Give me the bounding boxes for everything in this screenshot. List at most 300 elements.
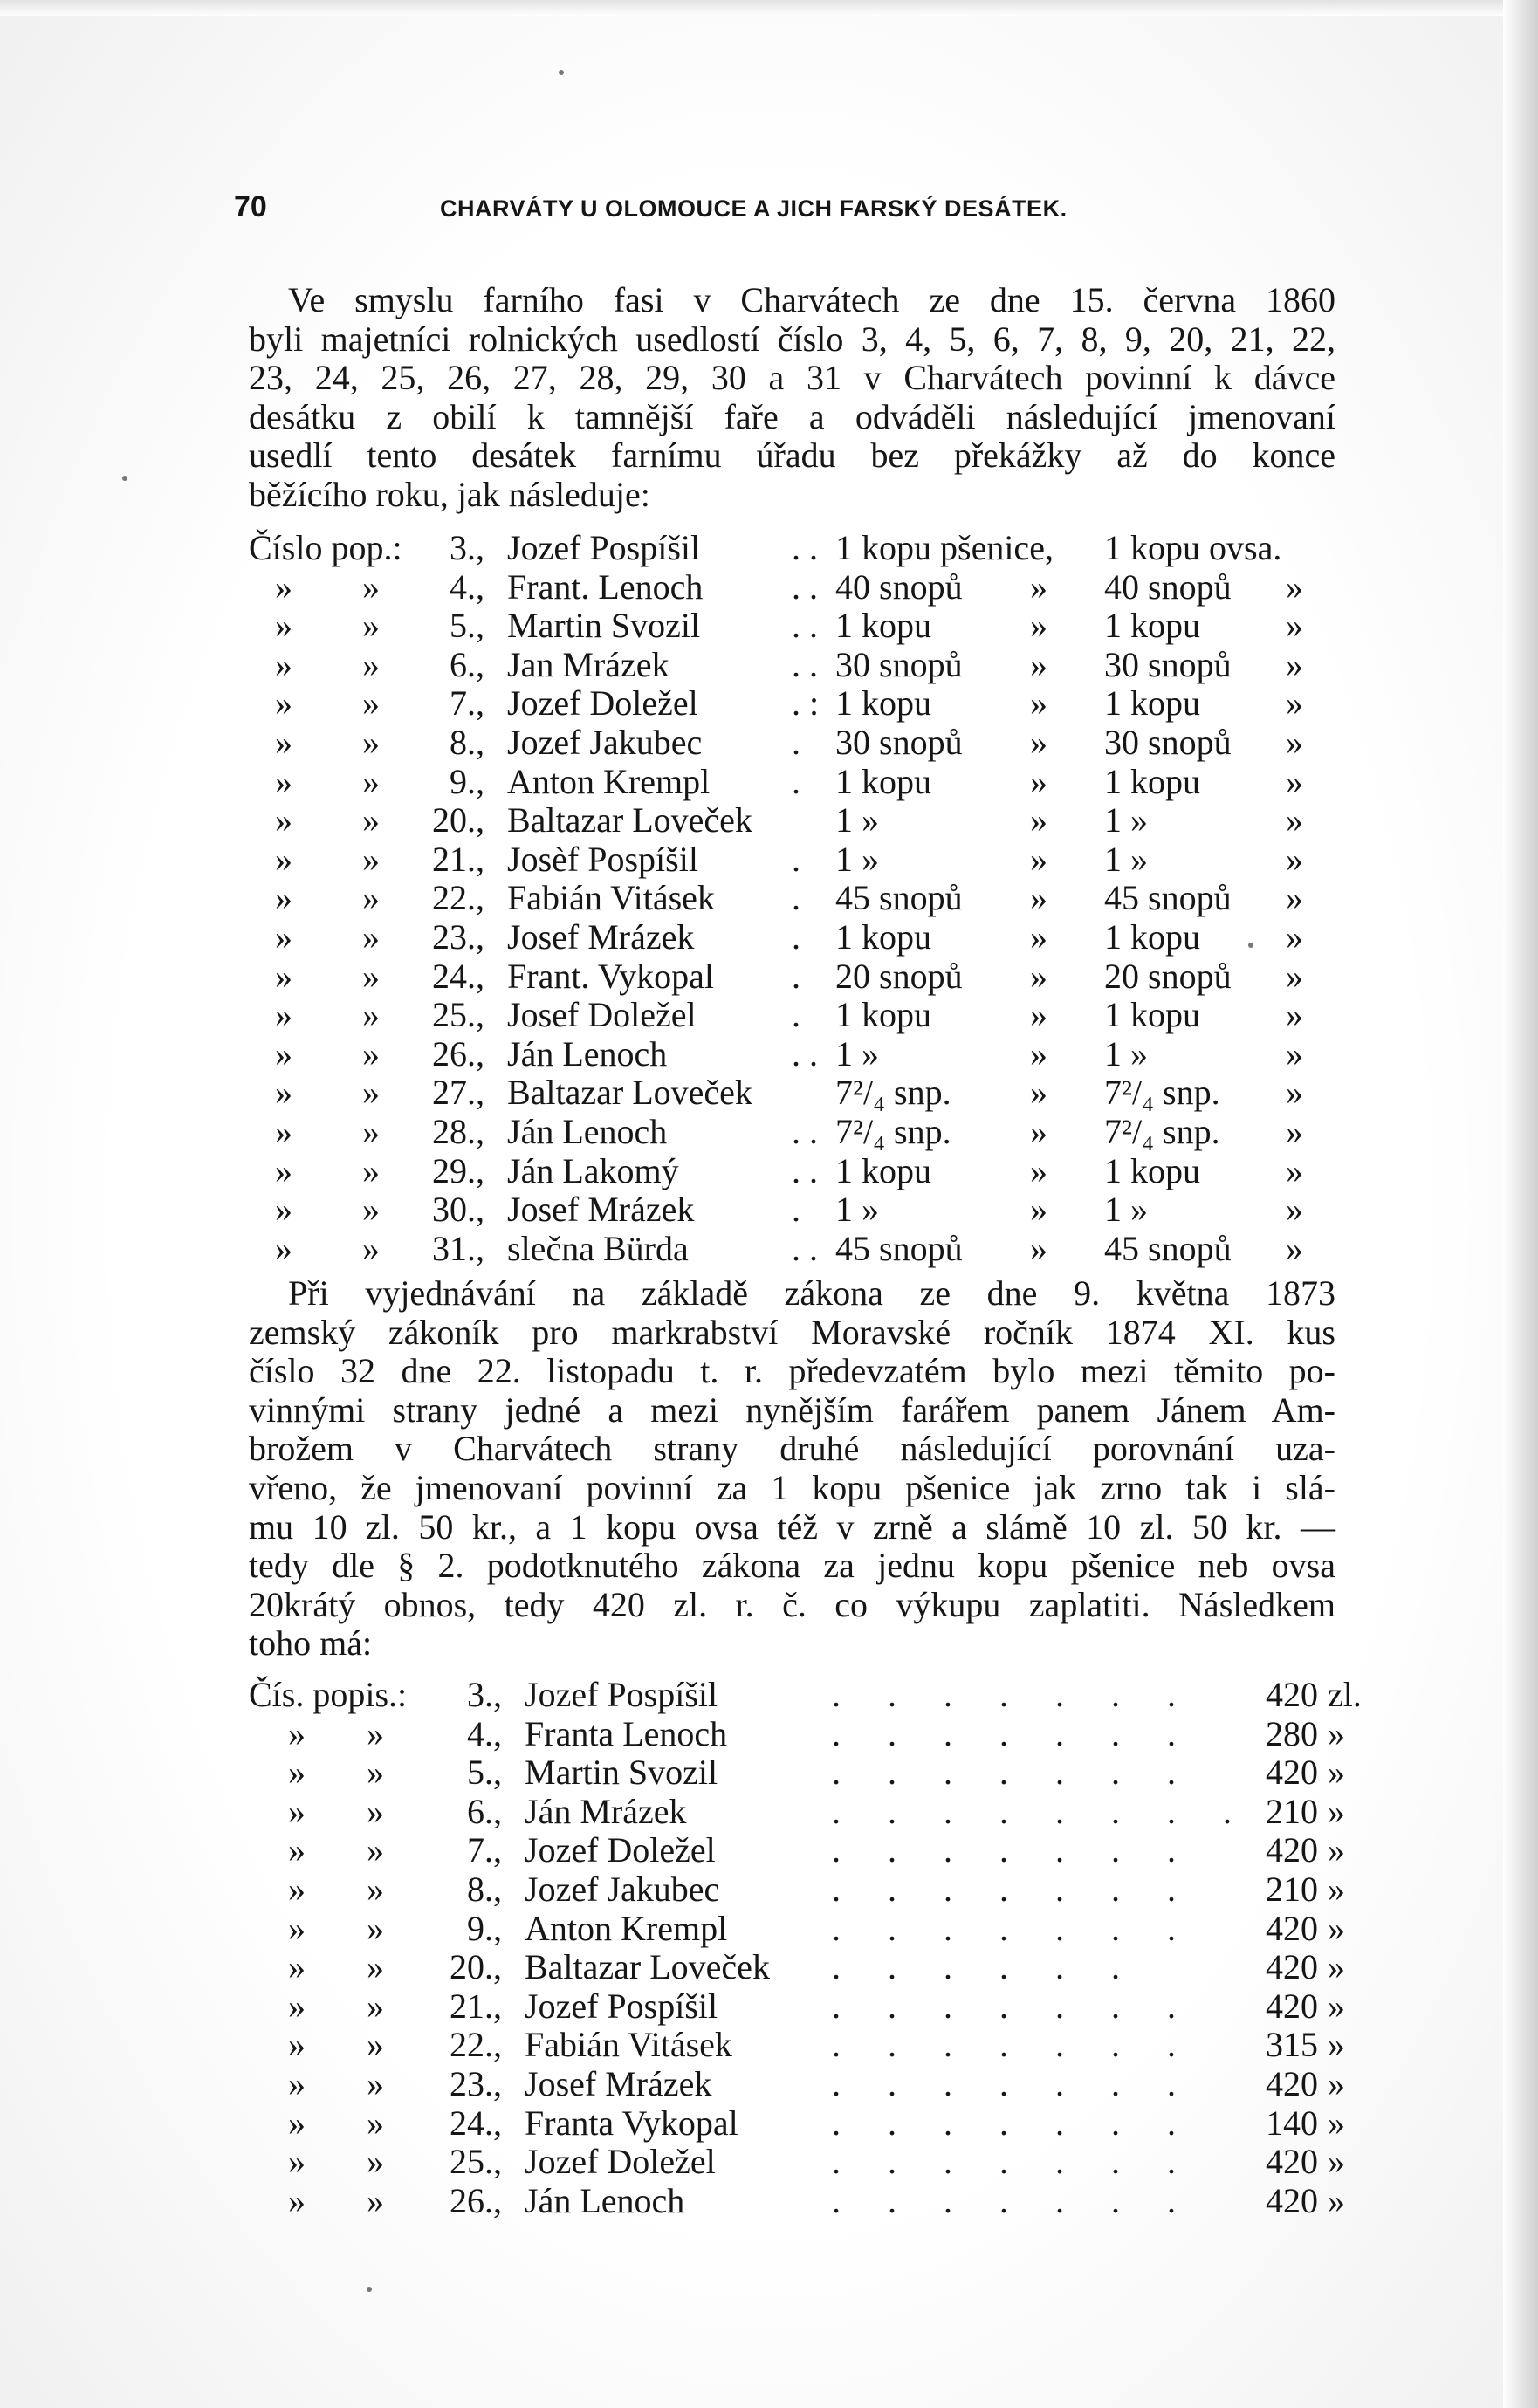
ditto-mark: »	[1328, 2025, 1345, 2065]
leader-dots: . .	[792, 1111, 818, 1151]
ditto-mark: »	[362, 644, 380, 684]
owner-name: Jozef Doležel	[525, 1830, 716, 1870]
ledger-row	[249, 722, 1340, 761]
ditto-mark: »	[288, 2025, 306, 2065]
ditto-mark: »	[1030, 1033, 1047, 1074]
paragraph-1	[249, 281, 1335, 515]
owner-name: Ján Lenoch	[507, 1033, 668, 1074]
ditto-mark: »	[362, 1033, 380, 1074]
house-number-label: Číslo pop.:	[249, 528, 402, 567]
leader-dots: . . . . . .	[832, 1947, 1139, 1987]
ledger-row	[249, 1829, 1345, 1870]
house-number: 22.,	[450, 2025, 502, 2065]
owner-name: Josef Doležel	[507, 995, 697, 1035]
ditto-mark: »	[1030, 606, 1047, 646]
ditto-mark: »	[288, 1986, 306, 2026]
ditto-mark: »	[275, 1150, 292, 1190]
ledger-row	[249, 1986, 1345, 2026]
owner-name: Jozef Pospíšil	[525, 1986, 718, 2026]
owner-name: Ján Lenoch	[507, 1111, 668, 1151]
ditto-mark: »	[288, 1947, 306, 1987]
scan-speck	[559, 70, 564, 75]
ditto-mark: »	[362, 1111, 380, 1151]
ditto-mark: »	[288, 1869, 306, 1909]
amount: 315	[1266, 2025, 1318, 2065]
owner-name: Jozef Jakubec	[507, 722, 703, 762]
ditto-mark: »	[362, 800, 380, 840]
oats-quantity: 40 snopů	[1104, 566, 1232, 607]
text-line: vinnými strany jedné a mezi nynějším farářem panem Jánem Am-	[249, 1389, 1335, 1430]
ditto-mark: »	[1286, 1228, 1303, 1268]
house-number: 24.,	[450, 2103, 502, 2143]
ditto-mark: »	[362, 839, 380, 879]
wheat-quantity: 40 snopů	[835, 566, 963, 607]
text-line: Ve smyslu farního fasi v Charvátech ze dne 15. června 1860	[288, 280, 1335, 319]
ditto-mark: »	[1328, 1753, 1345, 1793]
leader-dots: .	[792, 722, 800, 762]
ledger-row	[249, 2063, 1345, 2103]
house-number: 26.,	[450, 2180, 502, 2220]
ditto-mark: »	[275, 1111, 292, 1151]
owner-name: Frant. Vykopal	[507, 956, 715, 996]
house-number: 25.,	[450, 2142, 502, 2182]
scan-edge-right	[1503, 0, 1538, 2408]
ledger-row	[249, 994, 1340, 1033]
ditto-mark: »	[275, 761, 292, 801]
oats-quantity: 20 snopů	[1104, 956, 1232, 996]
ledger-row	[249, 877, 1340, 916]
scan-edge-top	[0, 0, 1538, 16]
ditto-mark: »	[288, 2142, 306, 2182]
ledger-row	[249, 1072, 1340, 1111]
leader-dots: . .	[792, 644, 818, 684]
leader-dots: . . . . . . .	[832, 1713, 1195, 1753]
ditto-mark: »	[362, 1073, 380, 1113]
house-number: 6.,	[467, 1791, 502, 1831]
ditto-mark: »	[367, 2142, 384, 2182]
house-number: 31.,	[432, 1228, 484, 1268]
oats-quantity: 1 kopu	[1104, 1150, 1200, 1190]
house-number: 4.,	[450, 566, 484, 607]
text-line: vřeno, že jmenovaní povinní za 1 kopu pšenice jak zrno tak i slá-	[249, 1467, 1335, 1507]
ditto-mark: »	[362, 995, 380, 1035]
leader-dots: . .	[792, 528, 818, 567]
amount: 280	[1266, 1713, 1318, 1753]
leader-dots: .	[792, 956, 800, 996]
owner-name: Franta Lenoch	[525, 1713, 728, 1753]
ledger-row	[249, 1869, 1345, 1909]
ditto-mark: »	[1328, 2063, 1345, 2103]
ditto-mark: »	[367, 2063, 384, 2103]
ledger-row	[249, 527, 1340, 566]
ditto-mark: »	[1286, 1111, 1303, 1151]
ditto-mark: »	[367, 1791, 384, 1831]
oats-quantity: 1 kopu	[1104, 916, 1200, 957]
ledger-row	[249, 916, 1340, 956]
house-number: 9.,	[450, 761, 484, 801]
oats-quantity: 1 kopu	[1104, 761, 1200, 801]
text-line: usedlí tento desátek farnímu úřadu bez překážky až do konce	[249, 436, 1335, 476]
house-number: 6.,	[450, 644, 484, 684]
amount: 420	[1266, 1675, 1318, 1714]
house-number: 7.,	[450, 683, 484, 724]
ledger-row	[249, 1908, 1345, 1948]
ditto-mark: »	[367, 1947, 384, 1987]
wheat-quantity: 1 »	[835, 1033, 879, 1074]
owner-name: Fabián Vitásek	[525, 2025, 732, 2065]
text-line: desátku z obilí k tamnější faře a odváděli následující jmenovaní	[249, 396, 1335, 436]
text-line: 20krátý obnos, tedy 420 zl. r. č. co výkupu zaplatiti. Následkem	[249, 1584, 1335, 1624]
ditto-mark: »	[1030, 683, 1047, 724]
owner-name: Martin Svozil	[525, 1753, 718, 1793]
wheat-quantity: 1 kopu	[835, 761, 931, 801]
ledger-row	[249, 2141, 1345, 2182]
ditto-mark: »	[1286, 722, 1303, 762]
amount: 210	[1266, 1791, 1318, 1831]
ditto-mark: »	[275, 878, 292, 918]
house-number: 20.,	[432, 800, 484, 840]
ditto-mark: »	[288, 1908, 306, 1948]
leader-dots: . . . . . . .	[832, 1908, 1195, 1948]
owner-name: Josef Mrázek	[507, 916, 695, 957]
ditto-mark: »	[367, 1986, 384, 2026]
ditto-mark: »	[1286, 683, 1303, 724]
ditto-mark: »	[1286, 839, 1303, 879]
currency-unit: zl.	[1328, 1675, 1362, 1714]
wheat-quantity: 1 kopu	[835, 916, 931, 957]
leader-dots: . . . . . . .	[832, 1986, 1195, 2026]
ditto-mark: »	[275, 1228, 292, 1268]
ditto-mark: »	[362, 722, 380, 762]
amount: 420	[1266, 1908, 1318, 1948]
owner-name: Jozef Pospíšil	[525, 1675, 718, 1714]
oats-quantity: 45 snopů	[1104, 1228, 1232, 1268]
amount: 420	[1266, 1830, 1318, 1870]
ledger-row	[249, 605, 1340, 644]
amount: 420	[1266, 2180, 1318, 2220]
ditto-mark: »	[1030, 722, 1047, 762]
owner-name: Josef Mrázek	[507, 1190, 695, 1230]
ledger-row	[249, 566, 1340, 606]
ditto-mark: »	[288, 2180, 306, 2220]
owner-name: Baltazar Loveček	[525, 1947, 770, 1987]
ditto-mark: »	[1286, 800, 1303, 840]
ditto-mark: »	[362, 1150, 380, 1190]
amount: 420	[1266, 1947, 1318, 1987]
ditto-mark: »	[1328, 1830, 1345, 1870]
house-number: 22.,	[432, 878, 484, 918]
ditto-mark: »	[1030, 878, 1047, 918]
ditto-mark: »	[362, 1228, 380, 1268]
text-line: běžícího roku, jak následuje:	[249, 474, 650, 514]
ditto-mark: »	[362, 1190, 380, 1230]
ledger-row	[249, 1946, 1345, 1987]
ditto-mark: »	[288, 1830, 306, 1870]
ditto-mark: »	[1030, 1073, 1047, 1113]
oats-quantity: 7²/₄ snp.	[1104, 1111, 1220, 1151]
oats-quantity: 1 kopu ovsa.	[1104, 528, 1282, 567]
ditto-mark: »	[1286, 1073, 1303, 1113]
oats-quantity: 30 snopů	[1104, 722, 1232, 762]
wheat-quantity: 1 kopu	[835, 995, 931, 1035]
leader-dots: .	[792, 878, 800, 918]
house-number: 25.,	[432, 995, 484, 1035]
leader-dots: . . . . . . .	[832, 1675, 1195, 1714]
wheat-quantity: 1 »	[835, 800, 879, 840]
house-number: 23.,	[432, 916, 484, 957]
wheat-quantity: 30 snopů	[835, 644, 963, 684]
house-number: 5.,	[450, 606, 484, 646]
ditto-mark: »	[288, 1753, 306, 1793]
ditto-mark: »	[367, 2180, 384, 2220]
ledger-row	[249, 1791, 1345, 1831]
ledger-row	[249, 956, 1340, 995]
amount: 420	[1266, 2142, 1318, 2182]
owner-name: Ján Lakomý	[507, 1150, 679, 1190]
leader-dots: .	[792, 916, 800, 957]
house-number: 29.,	[432, 1150, 484, 1190]
scan-speck	[367, 2287, 372, 2292]
ditto-mark: »	[1030, 761, 1047, 801]
ledger-row	[249, 1713, 1345, 1753]
ditto-mark: »	[275, 995, 292, 1035]
ditto-mark: »	[367, 1713, 384, 1753]
oats-quantity: 1 kopu	[1104, 683, 1200, 724]
page-number: 70	[234, 190, 267, 223]
ditto-mark: »	[1030, 566, 1047, 607]
ditto-mark: »	[1328, 2180, 1345, 2220]
owner-name: Jozef Doležel	[525, 2142, 716, 2182]
ledger-row	[249, 799, 1340, 839]
wheat-quantity: 20 snopů	[835, 956, 963, 996]
ditto-mark: »	[1286, 956, 1303, 996]
scan-speck	[122, 476, 127, 481]
ditto-mark: »	[275, 800, 292, 840]
wheat-quantity: 7²/₄ snp.	[835, 1111, 951, 1151]
leader-dots: . .	[792, 566, 818, 607]
ditto-mark: »	[275, 1190, 292, 1230]
oats-quantity: 1 »	[1104, 800, 1148, 840]
scan-speck	[1248, 943, 1253, 948]
house-number: 8.,	[450, 722, 484, 762]
amount: 140	[1266, 2103, 1318, 2143]
house-number: 4.,	[467, 1713, 502, 1753]
amount: 420	[1266, 2063, 1318, 2103]
ledger-row	[249, 1150, 1340, 1190]
owner-name: Josef Mrázek	[525, 2063, 712, 2103]
ditto-mark: »	[288, 1791, 306, 1831]
ledger-row	[249, 2180, 1345, 2220]
ledger-row	[249, 1752, 1345, 1793]
ditto-mark: »	[362, 956, 380, 996]
owner-name: Anton Krempl	[525, 1908, 728, 1948]
owner-name: Anton Krempl	[507, 761, 711, 801]
ditto-mark: »	[275, 1073, 292, 1113]
ditto-mark: »	[275, 1033, 292, 1074]
ditto-mark: »	[288, 2063, 306, 2103]
leader-dots: .	[792, 839, 800, 879]
leader-dots: .	[792, 761, 800, 801]
wheat-quantity: 1 kopu	[835, 683, 931, 724]
ditto-mark: »	[362, 878, 380, 918]
text-line: byli majetníci rolnických usedlostí číslo 3, 4, 5, 6, 7, 8, 9, 20, 21, 22,	[249, 319, 1335, 359]
house-number: 24.,	[432, 956, 484, 996]
ledger-row	[249, 1674, 1362, 1714]
ditto-mark: »	[1030, 644, 1047, 684]
ditto-mark: »	[1286, 1033, 1303, 1074]
ledger-row	[249, 644, 1340, 683]
wheat-quantity: 45 snopů	[835, 1228, 963, 1268]
owner-name: Jan Mrázek	[507, 644, 669, 684]
ditto-mark: »	[1030, 1190, 1047, 1230]
house-number: 21.,	[432, 839, 484, 879]
leader-dots: . . . . . . .	[832, 2025, 1195, 2065]
owner-name: Martin Svozil	[507, 606, 701, 646]
text-line: toho má:	[249, 1623, 373, 1664]
house-number: 23.,	[450, 2063, 502, 2103]
owner-name: Jozef Jakubec	[525, 1869, 720, 1909]
owner-name: Jozef Doležel	[507, 683, 698, 724]
ditto-mark: »	[1286, 566, 1303, 607]
owner-name: Baltazar Loveček	[507, 1073, 752, 1113]
ditto-mark: »	[367, 2025, 384, 2065]
wheat-quantity: 30 snopů	[835, 722, 963, 762]
wheat-quantity: 1 »	[835, 839, 879, 879]
oats-quantity: 1 kopu	[1104, 995, 1200, 1035]
paragraph-2	[249, 1274, 1335, 1664]
ditto-mark: »	[367, 1869, 384, 1909]
amount: 420	[1266, 1753, 1318, 1793]
house-number: 7.,	[467, 1830, 502, 1870]
house-number: 28.,	[432, 1111, 484, 1151]
wheat-quantity: 45 snopů	[835, 878, 963, 918]
ditto-mark: »	[1030, 1150, 1047, 1190]
owner-name: slečna Bürda	[507, 1228, 689, 1268]
oats-quantity: 1 »	[1104, 1190, 1148, 1230]
ditto-mark: »	[1286, 606, 1303, 646]
ditto-mark: »	[1030, 916, 1047, 957]
ditto-mark: »	[275, 606, 292, 646]
text-line: Při vyjednávání na základě zákona ze dne 9. května 1873	[288, 1273, 1335, 1313]
house-number: 3.,	[450, 528, 484, 567]
ditto-mark: »	[362, 916, 380, 957]
house-number-label: Čís. popis.:	[249, 1675, 408, 1714]
leader-dots: . . . . . . .	[832, 1830, 1195, 1870]
ditto-mark: »	[362, 606, 380, 646]
ledger-row	[249, 683, 1340, 722]
ledger-row	[249, 1228, 1340, 1267]
house-number: 5.,	[467, 1753, 502, 1793]
leader-dots: . .	[792, 1228, 818, 1268]
ditto-mark: »	[1286, 878, 1303, 918]
ditto-mark: »	[275, 956, 292, 996]
leader-dots: .	[792, 995, 800, 1035]
ledger-row	[249, 761, 1340, 800]
amount: 210	[1266, 1869, 1318, 1909]
ditto-mark: »	[362, 566, 380, 607]
ditto-mark: »	[1328, 1908, 1345, 1948]
leader-dots: . . . . . . .	[832, 1869, 1195, 1909]
wheat-quantity: 1 kopu pšenice,	[835, 528, 1054, 567]
ditto-mark: »	[275, 566, 292, 607]
ditto-mark: »	[1030, 1228, 1047, 1268]
ditto-mark: »	[1328, 1869, 1345, 1909]
owner-name: Ján Lenoch	[525, 2180, 685, 2220]
wheat-quantity: 1 »	[835, 1190, 879, 1230]
ditto-mark: »	[288, 2103, 306, 2143]
house-number: 9.,	[467, 1908, 502, 1948]
ledger-row	[249, 2024, 1345, 2065]
oats-quantity: 1 »	[1104, 1033, 1148, 1074]
owner-name: Frant. Lenoch	[507, 566, 704, 607]
ditto-mark: »	[367, 1830, 384, 1870]
house-number: 26.,	[432, 1033, 484, 1074]
ditto-mark: »	[275, 683, 292, 724]
ditto-mark: »	[1030, 800, 1047, 840]
ditto-mark: »	[1286, 1150, 1303, 1190]
house-number: 21.,	[450, 1986, 502, 2026]
ditto-mark: »	[1286, 995, 1303, 1035]
owner-name: Jozef Pospíšil	[507, 528, 701, 567]
text-line: tedy dle § 2. podotknutého zákona za jednu kopu pšenice neb ovsa	[249, 1546, 1335, 1586]
leader-dots: .	[792, 1190, 800, 1230]
wheat-quantity: 7²/₄ snp.	[835, 1073, 951, 1113]
ditto-mark: »	[1328, 2103, 1345, 2143]
ledger-row	[249, 1033, 1340, 1073]
house-number: 8.,	[467, 1869, 502, 1909]
ditto-mark: »	[367, 2103, 384, 2143]
redemption-ledger	[249, 1674, 1362, 2220]
owner-name: Ján Mrázek	[525, 1791, 687, 1831]
leader-dots: . . . . . . .	[832, 2063, 1195, 2103]
ditto-mark: »	[288, 1713, 306, 1753]
ditto-mark: »	[1030, 956, 1047, 996]
text-line: 23, 24, 25, 26, 27, 28, 29, 30 a 31 v Charvátech povinní k dávce	[249, 358, 1335, 398]
owner-name: Franta Vykopal	[525, 2103, 738, 2143]
ditto-mark: »	[1286, 1190, 1303, 1230]
ditto-mark: »	[275, 722, 292, 762]
house-number: 27.,	[432, 1073, 484, 1113]
ditto-mark: »	[1328, 1791, 1345, 1831]
ditto-mark: »	[275, 644, 292, 684]
running-title: CHARVÁTY U OLOMOUCE A JICH FARSKÝ DESÁTEK.	[440, 196, 1068, 222]
ditto-mark: »	[367, 1753, 384, 1793]
leader-dots: . .	[792, 606, 818, 646]
ledger-row	[249, 1111, 1340, 1150]
oats-quantity: 1 kopu	[1104, 606, 1200, 646]
text-line: číslo 32 dne 22. listopadu t. r. předevzatém bylo mezi těmito po-	[249, 1351, 1335, 1391]
leader-dots: . . . . . . .	[832, 2103, 1195, 2143]
leader-dots: . :	[792, 683, 820, 724]
ledger-row	[249, 1189, 1340, 1228]
ditto-mark: »	[1328, 1713, 1345, 1753]
leader-dots: . . . . . . .	[832, 1753, 1195, 1793]
oats-quantity: 7²/₄ snp.	[1104, 1073, 1220, 1113]
ditto-mark: »	[1286, 761, 1303, 801]
leader-dots: . . . . . . . .	[832, 1791, 1251, 1831]
amount: 420	[1266, 1986, 1318, 2026]
house-number: 3.,	[467, 1675, 502, 1714]
ditto-mark: »	[367, 1908, 384, 1948]
leader-dots: . .	[792, 1033, 818, 1074]
ditto-mark: »	[1286, 644, 1303, 684]
ditto-mark: »	[1030, 839, 1047, 879]
ditto-mark: »	[1328, 2142, 1345, 2182]
oats-quantity: 30 snopů	[1104, 644, 1232, 684]
leader-dots: . .	[792, 1150, 818, 1190]
text-line: mu 10 zl. 50 kr., a 1 kopu ovsa též v zrně a slámě 10 zl. 50 kr. —	[249, 1506, 1335, 1547]
oats-quantity: 1 »	[1104, 839, 1148, 879]
